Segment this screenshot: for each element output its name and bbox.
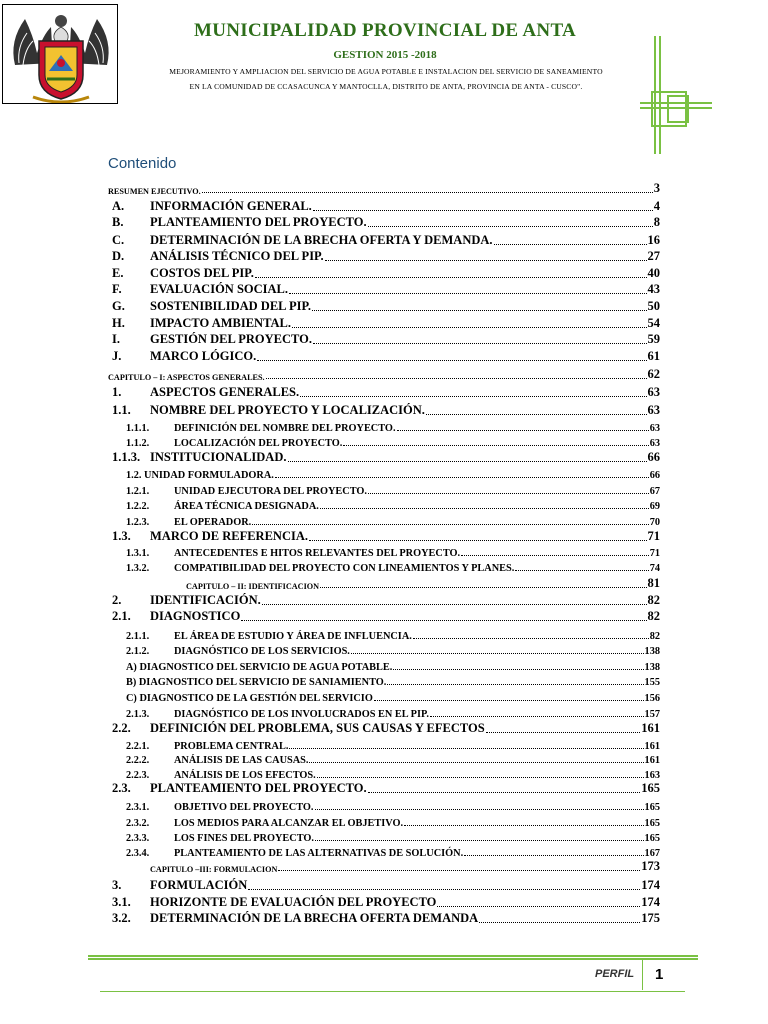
toc-dot-leader — [312, 310, 646, 311]
toc-entry-page: 138 — [644, 662, 660, 673]
toc-entry[interactable] — [0, 543, 768, 559]
toc-dot-leader — [262, 604, 647, 605]
toc-entry-title: EL OPERADOR. — [174, 517, 252, 528]
toc-entry[interactable] — [0, 232, 768, 248]
toc-entry-page: 71 — [647, 529, 660, 543]
toc-dot-leader — [278, 870, 640, 871]
toc-entry[interactable] — [0, 910, 768, 926]
toc-entry[interactable] — [0, 348, 768, 364]
toc-entry-page: 63 — [647, 403, 660, 417]
toc-entry[interactable] — [0, 688, 768, 704]
toc-dot-leader — [313, 343, 647, 344]
toc-entry-page: 59 — [647, 332, 660, 346]
toc-entry-number: 1.3. — [112, 529, 131, 543]
decorative-green-frame — [640, 36, 715, 156]
toc-entry-page: 70 — [649, 517, 660, 528]
toc-dot-leader — [309, 540, 647, 541]
toc-entry-title: PLANTEAMIENTO DEL PROYECTO. — [150, 781, 367, 795]
toc-entry-page: 74 — [649, 563, 660, 574]
toc-entry-page: 155 — [644, 677, 660, 688]
toc-entry-number: 1.3.1. — [126, 548, 150, 559]
toc-entry-title: 1.2. UNIDAD FORMULADORA. — [126, 470, 274, 481]
toc-entry-page: 165 — [644, 802, 660, 813]
toc-entry[interactable] — [0, 481, 768, 497]
toc-entry-page: 163 — [644, 770, 660, 781]
toc-entry[interactable] — [0, 512, 768, 528]
toc-entry-title: INFORMACIÓN GENERAL. — [150, 199, 312, 213]
toc-dot-leader — [315, 809, 644, 810]
toc-entry-page: 63 — [647, 385, 660, 399]
toc-entry-title: IMPACTO AMBIENTAL. — [150, 316, 291, 330]
toc-entry[interactable] — [0, 843, 768, 859]
toc-entry-number: 2.2.1. — [126, 741, 150, 752]
toc-entry[interactable] — [0, 198, 768, 214]
toc-entry[interactable] — [0, 672, 768, 688]
toc-entry-number: 2.2.3. — [126, 770, 150, 781]
toc-entry-title: DIAGNÓSTICO DE LOS SERVICIOS. — [174, 646, 350, 657]
toc-entry-page: 167 — [644, 848, 660, 859]
toc-entry-title: C) DIAGNOSTICO DE LA GESTIÓN DEL SERVICIO — [126, 693, 373, 704]
toc-entry[interactable] — [0, 828, 768, 844]
toc-entry[interactable] — [0, 720, 768, 736]
toc-entry[interactable] — [0, 528, 768, 544]
toc-entry-number: H. — [112, 316, 125, 330]
toc-entry[interactable] — [0, 214, 768, 230]
toc-entry-page: 62 — [647, 367, 660, 381]
toc-entry-page: 16 — [647, 233, 660, 247]
toc-dot-leader — [397, 430, 649, 431]
toc-entry-number: C. — [112, 233, 125, 247]
toc-entry-page: 82 — [647, 609, 660, 623]
toc-entry-page: 161 — [644, 741, 660, 752]
toc-entry-page: 4 — [653, 199, 660, 213]
toc-dot-leader — [300, 396, 646, 397]
toc-dot-leader — [257, 360, 646, 361]
toc-entry-title: LOCALIZACIÓN DEL PROYECTO. — [174, 438, 343, 449]
toc-entry[interactable] — [0, 298, 768, 314]
toc-entry-page: 61 — [647, 349, 660, 363]
toc-entry[interactable] — [0, 877, 768, 893]
toc-entry[interactable] — [0, 331, 768, 347]
toc-entry-title: PROBLEMA CENTRAL. — [174, 741, 289, 752]
toc-dot-leader — [461, 555, 649, 556]
toc-entry-page: 71 — [649, 548, 660, 559]
toc-dot-leader — [404, 825, 644, 826]
toc-entry[interactable] — [0, 315, 768, 331]
toc-entry[interactable] — [0, 433, 768, 449]
toc-dot-leader — [430, 716, 644, 717]
toc-entry[interactable] — [0, 449, 768, 465]
project-description-line-2: EN LA COMUNIDAD DE CCASACUNCA Y MANTOCLLA, DISTRITO DE ANTA, PROVINCIA DE ANTA - CUSCO". — [189, 82, 583, 91]
toc-dot-leader — [255, 277, 647, 278]
toc-entry[interactable] — [0, 575, 768, 591]
municipality-title: MUNICIPALIDAD PROVINCIAL DE ANTA — [193, 20, 577, 41]
toc-dot-leader — [241, 620, 646, 621]
toc-dot-leader — [266, 378, 647, 379]
toc-entry-title: UNIDAD EJECUTORA DEL PROYECTO. — [174, 486, 368, 497]
toc-entry-page: 27 — [647, 249, 660, 263]
toc-entry[interactable] — [0, 384, 768, 400]
toc-entry-page: 157 — [644, 709, 660, 720]
toc-dot-leader — [313, 210, 653, 211]
toc-entry-title: EVALUACIÓN SOCIAL. — [150, 282, 288, 296]
toc-entry[interactable] — [0, 366, 768, 382]
toc-entry-number: 1.2.2. — [126, 501, 150, 512]
toc-entry-number: 2.3. — [112, 781, 131, 795]
toc-entry-number: 2.1.2. — [126, 646, 150, 657]
toc-entry[interactable] — [0, 813, 768, 829]
toc-dot-leader — [368, 792, 641, 793]
toc-entry-page: 82 — [647, 593, 660, 607]
toc-entry-number: 1.3.2. — [126, 563, 150, 574]
toc-entry-title: DEFINICIÓN DEL PROBLEMA, SUS CAUSAS Y EFECTOS — [150, 721, 485, 735]
toc-entry-title: DIAGNOSTICO — [150, 609, 241, 623]
toc-entry-title: LOS FINES DEL PROYECTO. — [174, 833, 314, 844]
toc-entry-page: 81 — [647, 576, 660, 590]
toc-dot-leader — [315, 840, 644, 841]
toc-entry-number: 2.1.3. — [126, 709, 150, 720]
footer-label: PERFIL — [595, 968, 635, 980]
toc-dot-leader — [437, 906, 640, 907]
toc-entry-title: FORMULACIÓN — [150, 878, 248, 892]
toc-entry-number: 3.1. — [112, 895, 131, 909]
toc-entry[interactable] — [0, 496, 768, 512]
toc-entry-page: 63 — [649, 423, 660, 434]
toc-entry-title: ANÁLISIS DE LOS EFECTOS. — [174, 770, 316, 781]
toc-entry-page: 43 — [647, 282, 660, 296]
toc-entry-page: 138 — [644, 646, 660, 657]
toc-dot-leader — [292, 327, 647, 328]
toc-dot-leader — [515, 570, 648, 571]
toc-dot-leader — [494, 244, 647, 245]
toc-entry-title: CAPITULO –III: FORMULACION — [150, 865, 278, 874]
toc-entry[interactable] — [0, 657, 768, 673]
toc-dot-leader — [479, 922, 640, 923]
toc-entry[interactable] — [0, 265, 768, 281]
toc-entry-title: ANÁLISIS DE LAS CAUSAS. — [174, 755, 309, 766]
toc-entry-title: SOSTENIBILIDAD DEL PIP. — [150, 299, 312, 313]
toc-dot-leader — [248, 889, 640, 890]
toc-entry-number: G. — [112, 299, 125, 313]
toc-entry-page: 165 — [644, 833, 660, 844]
toc-dot-leader — [464, 855, 643, 856]
toc-entry-page: 161 — [641, 721, 660, 735]
toc-entry-page: 175 — [641, 911, 660, 925]
toc-entry-page: 82 — [649, 631, 660, 642]
toc-dot-leader — [368, 493, 649, 494]
toc-entry-number: 3. — [112, 878, 122, 892]
toc-entry-page: 165 — [641, 781, 660, 795]
toc-entry-title: DETERMINACIÓN DE LA BRECHA OFERTA DEMANDA — [150, 911, 479, 925]
toc-entry-number: 1.2.3. — [126, 517, 150, 528]
toc-entry[interactable] — [0, 797, 768, 813]
toc-dot-leader — [288, 461, 647, 462]
toc-entry-page: 66 — [649, 470, 660, 481]
toc-entry-title: DETERMINACIÓN DE LA BRECHA OFERTA Y DEMANDA. — [150, 233, 493, 247]
toc-entry-page: 161 — [644, 755, 660, 766]
toc-entry-page: 50 — [647, 299, 660, 313]
toc-entry-title: IDENTIFICACIÓN. — [150, 593, 261, 607]
toc-entry[interactable] — [0, 418, 768, 434]
toc-entry-number: 2.1. — [112, 609, 131, 623]
toc-dot-leader — [320, 508, 649, 509]
toc-entry-page: 174 — [641, 878, 660, 892]
toc-entry-title: ASPECTOS GENERALES. — [150, 385, 300, 399]
toc-entry[interactable] — [0, 180, 768, 196]
toc-entry-page: 54 — [647, 316, 660, 330]
toc-dot-leader — [325, 260, 647, 261]
toc-entry-number: 2.3.3. — [126, 833, 150, 844]
toc-entry[interactable] — [0, 608, 768, 624]
toc-entry-title: A) DIAGNOSTICO DEL SERVICIO DE AGUA POTABLE. — [126, 662, 393, 673]
toc-entry-number: 2.1.1. — [126, 631, 150, 642]
toc-entry-title: ANTECEDENTES E HITOS RELEVANTES DEL PROYECTO. — [174, 548, 461, 559]
toc-entry-page: 63 — [649, 438, 660, 449]
page-number: 1 — [655, 966, 664, 983]
toc-entry-page: 156 — [644, 693, 660, 704]
toc-entry-title: MARCO DE REFERENCIA. — [150, 529, 308, 543]
footer-bottom-rule — [100, 991, 685, 992]
toc-entry-title: OBJETIVO DEL PROYECTO. — [174, 802, 314, 813]
toc-entry-title: ANÁLISIS TÉCNICO DEL PIP. — [150, 249, 324, 263]
toc-entry-title: CAPITULO – I: ASPECTOS GENERALES. — [108, 373, 265, 382]
toc-entry-title: CAPITULO – II: IDENTIFICACION — [186, 582, 320, 591]
toc-entry[interactable] — [0, 641, 768, 657]
toc-entry-title: MARCO LÓGICO. — [150, 349, 257, 363]
toc-entry-page: 165 — [644, 818, 660, 829]
toc-entry-title: PLANTEAMIENTO DE LAS ALTERNATIVAS DE SOLUCIÓN. — [174, 848, 464, 859]
toc-entry-title: EL ÁREA DE ESTUDIO Y ÁREA DE INFLUENCIA. — [174, 631, 412, 642]
toc-entry-page: 174 — [641, 895, 660, 909]
toc-entry-title: COSTOS DEL PIP. — [150, 266, 254, 280]
toc-entry-page: 67 — [649, 486, 660, 497]
toc-entry-number: 1.1.2. — [126, 438, 150, 449]
toc-entry[interactable] — [0, 592, 768, 608]
toc-entry[interactable] — [0, 894, 768, 910]
toc-dot-leader — [426, 414, 647, 415]
toc-dot-leader — [289, 293, 647, 294]
toc-dot-leader — [374, 700, 644, 701]
toc-dot-leader — [317, 777, 644, 778]
toc-dot-leader — [202, 192, 653, 193]
toc-entry-number: 2.2. — [112, 721, 131, 735]
toc-entry-number: 2.3.1. — [126, 802, 150, 813]
toc-entry[interactable] — [0, 780, 768, 796]
toc-heading: Contenido — [108, 155, 177, 172]
toc-entry-title: COMPATIBILIDAD DEL PROYECTO CON LINEAMIENTOS Y PLANES. — [174, 563, 515, 574]
footer-double-line — [88, 955, 698, 960]
toc-entry-number: 1.1. — [112, 403, 131, 417]
toc-entry[interactable] — [0, 750, 768, 766]
toc-entry-number: 1.1.1. — [126, 423, 150, 434]
toc-entry-title: PLANTEAMIENTO DEL PROYECTO. — [150, 215, 367, 229]
toc-dot-leader — [289, 748, 643, 749]
toc-entry-number: F. — [112, 282, 122, 296]
management-period: GESTION 2015 -2018 — [333, 49, 437, 61]
toc-entry-page: 69 — [649, 501, 660, 512]
toc-entry-title: B) DIAGNOSTICO DEL SERVICIO DE SANIAMIENTO. — [126, 677, 387, 688]
toc-dot-leader — [368, 226, 653, 227]
toc-dot-leader — [413, 638, 649, 639]
toc-entry-number: I. — [112, 332, 120, 346]
toc-entry[interactable] — [0, 765, 768, 781]
toc-entry-number: 1. — [112, 385, 122, 399]
toc-dot-leader — [309, 762, 643, 763]
toc-entry-number: 3.2. — [112, 911, 131, 925]
toc-entry-page: 3 — [653, 181, 660, 195]
toc-entry-number: 2.3.4. — [126, 848, 150, 859]
toc-entry-title: HORIZONTE DE EVALUACIÓN DEL PROYECTO — [150, 895, 437, 909]
toc-entry-page: 40 — [647, 266, 660, 280]
toc-entry-number: B. — [112, 215, 124, 229]
toc-dot-leader — [393, 669, 643, 670]
toc-entry-title: GESTIÓN DEL PROYECTO. — [150, 332, 312, 346]
toc-entry-number: A. — [112, 199, 125, 213]
toc-entry-number: D. — [112, 249, 125, 263]
toc-entry[interactable] — [0, 402, 768, 418]
toc-entry-title: LOS MEDIOS PARA ALCANZAR EL OBJETIVO. — [174, 818, 404, 829]
toc-entry[interactable] — [0, 858, 768, 874]
toc-entry[interactable] — [0, 704, 768, 720]
toc-entry[interactable] — [0, 465, 768, 481]
toc-entry-title: INSTITUCIONALIDAD. — [150, 450, 287, 464]
toc-dot-leader — [275, 477, 649, 478]
toc-dot-leader — [351, 653, 644, 654]
toc-entry[interactable] — [0, 558, 768, 574]
toc-entry[interactable] — [0, 626, 768, 642]
municipal-coat-of-arms-logo — [2, 4, 118, 104]
toc-entry-number: J. — [112, 349, 122, 363]
toc-entry-title: RESUMEN EJECUTIVO. — [108, 187, 201, 196]
toc-entry-number: 2.2.2. — [126, 755, 150, 766]
toc-entry-page: 173 — [641, 859, 660, 873]
toc-entry[interactable] — [0, 248, 768, 264]
toc-entry-title: ÁREA TÉCNICA DESIGNADA. — [174, 501, 319, 512]
toc-dot-leader — [486, 732, 641, 733]
project-description-line-1: MEJORAMIENTO Y AMPLIACION DEL SERVICIO DE AGUA POTABLE E INSTALACION DEL SERVICIO DE SANEAMIENTO — [169, 67, 603, 76]
toc-entry-number: 1.1.3. — [112, 450, 141, 464]
toc-dot-leader — [343, 445, 648, 446]
toc-entry-number: 2.3.2. — [126, 818, 150, 829]
toc-entry-title: DEFINICIÓN DEL NOMBRE DEL PROYECTO. — [174, 423, 396, 434]
toc-entry-number: 2. — [112, 593, 122, 607]
toc-entry-number: 1.2.1. — [126, 486, 150, 497]
toc-dot-leader — [252, 524, 648, 525]
toc-entry-page: 8 — [653, 215, 660, 229]
toc-entry-title: NOMBRE DEL PROYECTO Y LOCALIZACIÓN. — [150, 403, 425, 417]
toc-entry-number: E. — [112, 266, 124, 280]
toc-dot-leader — [320, 587, 646, 588]
toc-entry-page: 66 — [647, 450, 660, 464]
toc-entry-title: DIAGNÓSTICO DE LOS INVOLUCRADOS EN EL PIP. — [174, 709, 429, 720]
toc-dot-leader — [387, 684, 643, 685]
toc-entry[interactable] — [0, 281, 768, 297]
footer-separator — [642, 960, 643, 990]
